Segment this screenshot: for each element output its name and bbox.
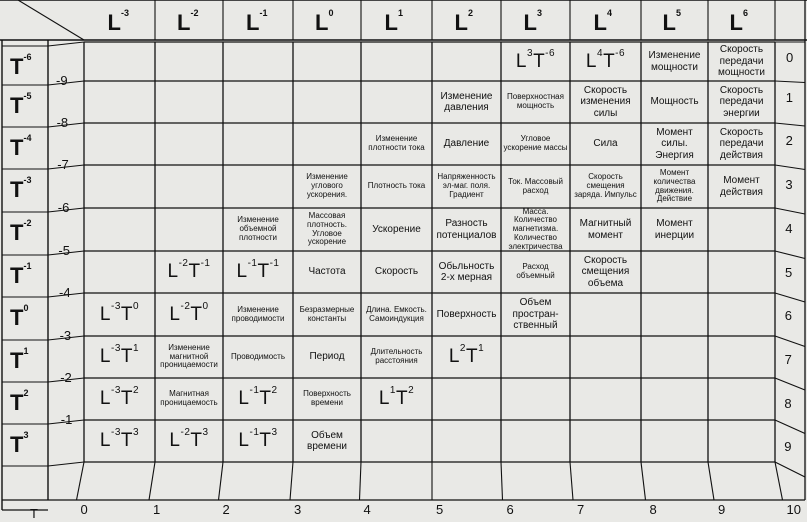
header-L-base: L bbox=[523, 10, 537, 35]
right-diag-label-2: 2 bbox=[785, 133, 793, 149]
cell-r0-c8 bbox=[641, 42, 708, 81]
right-diag-label-7: 7 bbox=[784, 352, 792, 368]
formula-exp-L: -1 bbox=[249, 427, 260, 439]
left-diag-label-6: -3 bbox=[59, 328, 72, 343]
formula bbox=[238, 427, 278, 452]
header-T-exp: -5 bbox=[23, 91, 32, 101]
right-diag-connector bbox=[775, 336, 805, 347]
formula bbox=[448, 343, 485, 368]
formula-exp-L: 3 bbox=[527, 47, 534, 59]
header-L-exp: 2 bbox=[467, 8, 473, 18]
formula-exp-L: -3 bbox=[111, 343, 121, 355]
header-L-exp: 0 bbox=[328, 8, 334, 18]
cell-r7-c5 bbox=[432, 336, 501, 378]
bottom-index-0: 0 bbox=[80, 502, 88, 517]
formula bbox=[99, 300, 140, 326]
header-L-7 bbox=[594, 10, 612, 36]
formula-base-L: L bbox=[515, 50, 527, 72]
bottom-index-4: 4 bbox=[363, 502, 371, 517]
formula bbox=[169, 300, 209, 326]
header-L-base: L bbox=[662, 10, 676, 35]
cell-r3-c4 bbox=[361, 165, 432, 208]
right-diag-connector bbox=[775, 165, 805, 170]
header-L-exp: 1 bbox=[397, 8, 403, 18]
cell-text: Безразмерные константы bbox=[299, 304, 355, 323]
cell-text: Поверхность bbox=[436, 308, 497, 320]
right-diag-connector bbox=[775, 378, 805, 390]
cell-text: Изменение плотности тока bbox=[368, 134, 425, 152]
header-T-base: T bbox=[10, 177, 24, 202]
top-header-divider bbox=[18, 0, 84, 40]
formula bbox=[99, 385, 140, 410]
bottom-index-10: 10 bbox=[786, 502, 801, 517]
cell-r1-c7 bbox=[570, 81, 641, 123]
cell-r3-c3 bbox=[293, 165, 361, 208]
header-T-base: T bbox=[10, 54, 24, 79]
cell-r7-c1 bbox=[155, 336, 223, 378]
cell-r9-c0 bbox=[84, 420, 155, 462]
cell-text: Момент силы. Энергия bbox=[655, 126, 694, 161]
header-T-8 bbox=[10, 390, 28, 416]
header-L-base: L bbox=[454, 10, 468, 35]
bottom-diag-connector bbox=[501, 462, 503, 500]
formula-base-L: L bbox=[99, 430, 111, 452]
formula-base-T: T bbox=[120, 430, 134, 452]
header-T-5 bbox=[10, 263, 31, 289]
cell-text: Напряженность эл-маг. поля. Градиент bbox=[437, 172, 496, 199]
header-T-base: T bbox=[10, 390, 24, 415]
cell-r1-c5 bbox=[432, 81, 501, 123]
cell-text: Поверхность времени bbox=[303, 389, 351, 407]
cell-text: Скорость передачи мощности bbox=[718, 44, 765, 79]
header-L-base: L bbox=[107, 10, 121, 35]
bottom-index-1: 1 bbox=[153, 502, 161, 517]
cell-r3-c5 bbox=[432, 165, 501, 208]
bottom-index-3: 3 bbox=[294, 502, 302, 517]
cell-text: Скорость смещения объема bbox=[581, 254, 630, 289]
formula-exp-L: 1 bbox=[389, 385, 396, 397]
header-L-exp: 5 bbox=[675, 8, 681, 18]
formula-exp-T: 1 bbox=[478, 343, 485, 355]
formula-base-T: T bbox=[190, 430, 203, 452]
header-T-base: T bbox=[10, 263, 24, 288]
formula bbox=[236, 258, 280, 283]
cell-text: Обьльность 2-х мерная bbox=[438, 260, 495, 283]
cell-text: Скорость передачи действия bbox=[719, 126, 764, 161]
cell-text: Сила bbox=[593, 138, 618, 150]
right-diag-connector bbox=[775, 420, 805, 434]
cell-r7-c4 bbox=[361, 336, 432, 378]
left-diag-label-0: -9 bbox=[56, 73, 68, 88]
cell-r5-c4 bbox=[361, 251, 432, 293]
bottom-diag-connector bbox=[570, 462, 573, 500]
cell-r2-c9 bbox=[708, 123, 775, 165]
cell-r6-c3 bbox=[293, 293, 361, 336]
bottom-diag-connector bbox=[641, 462, 646, 500]
cell-text: Изменение магнитной проницаемости bbox=[160, 342, 218, 370]
cell-r0-c7 bbox=[570, 42, 641, 81]
formula-exp-T: -6 bbox=[545, 47, 556, 59]
formula-exp-L: -2 bbox=[178, 258, 189, 270]
header-T-exp: -1 bbox=[23, 261, 32, 271]
header-T-4 bbox=[10, 220, 31, 246]
cell-text: Ток. Массовый расход bbox=[508, 176, 563, 195]
cell-text: Скорость передачи энергии bbox=[719, 84, 764, 119]
cell-r4-c3 bbox=[293, 208, 361, 251]
right-diag-label-5: 5 bbox=[785, 265, 793, 280]
header-T-base: T bbox=[10, 432, 24, 457]
formula-exp-L: 2 bbox=[459, 343, 466, 355]
formula-base-L: L bbox=[99, 303, 111, 325]
formula-base-T: T bbox=[120, 388, 134, 410]
formula bbox=[585, 47, 626, 73]
header-L-exp: 6 bbox=[742, 8, 748, 18]
formula-base-L: L bbox=[169, 303, 181, 325]
header-L-exp: 3 bbox=[536, 8, 542, 18]
right-diag-connector bbox=[775, 208, 805, 214]
cell-r8-c3 bbox=[293, 378, 361, 420]
left-diag-label-8: -1 bbox=[60, 412, 73, 427]
cell-text: Изменение давления bbox=[440, 90, 493, 113]
bottom-index-9: 9 bbox=[718, 502, 726, 517]
right-diag-connector bbox=[775, 123, 805, 126]
right-diag-connector bbox=[775, 293, 805, 302]
formula-exp-T: 1 bbox=[133, 343, 140, 355]
formula-base-T: T bbox=[395, 388, 409, 410]
bottom-index-8: 8 bbox=[649, 502, 657, 517]
header-T-3 bbox=[10, 177, 31, 203]
header-L-2 bbox=[246, 10, 267, 36]
left-diag-label-4: -5 bbox=[58, 243, 70, 258]
formula bbox=[378, 385, 415, 410]
formula-exp-L: -3 bbox=[111, 385, 121, 397]
cell-r9-c2 bbox=[223, 420, 293, 462]
header-L-base: L bbox=[177, 10, 191, 35]
header-L-6 bbox=[524, 10, 542, 36]
cell-r8-c1 bbox=[155, 378, 223, 420]
cell-text: Объем времени bbox=[307, 429, 347, 452]
cell-r5-c2 bbox=[223, 251, 293, 293]
bottom-index-2: 2 bbox=[222, 502, 230, 517]
cell-text: Изменение углового ускорения. bbox=[306, 172, 348, 199]
header-T-exp: -2 bbox=[23, 218, 32, 228]
cell-r7-c0 bbox=[84, 336, 155, 378]
formula-exp-L: -1 bbox=[247, 258, 258, 270]
header-L-0 bbox=[108, 10, 129, 36]
header-T-exp: -6 bbox=[23, 52, 32, 62]
bottom-diag-connector bbox=[360, 462, 362, 500]
cell-text: Момент инерции bbox=[654, 218, 695, 241]
bottom-diag-connector bbox=[775, 462, 783, 500]
formula-base-T: T bbox=[120, 303, 134, 325]
formula-base-L: L bbox=[99, 388, 111, 410]
right-diag-label-9: 9 bbox=[784, 438, 792, 454]
formula-exp-T: 2 bbox=[408, 385, 415, 397]
bottom-diag-connector bbox=[219, 462, 224, 500]
header-L-base: L bbox=[384, 10, 398, 35]
bottom-diag-connector bbox=[77, 462, 85, 500]
header-T-exp: -3 bbox=[23, 175, 32, 185]
header-T-base: T bbox=[10, 135, 24, 160]
formula-base-T: T bbox=[259, 388, 272, 410]
cell-text: Ускорение bbox=[372, 223, 421, 235]
formula bbox=[515, 47, 556, 73]
right-diag-connector bbox=[775, 251, 805, 259]
cell-r2-c4 bbox=[361, 123, 432, 165]
cell-text: Давление bbox=[443, 138, 490, 150]
formula-exp-T: 0 bbox=[133, 300, 140, 312]
header-T-exp: 3 bbox=[23, 430, 29, 440]
formula-base-L: L bbox=[169, 430, 181, 452]
formula bbox=[238, 385, 278, 410]
cell-r7-c3 bbox=[293, 336, 361, 378]
header-T-exp: 0 bbox=[23, 303, 29, 313]
formula-base-L: L bbox=[238, 430, 250, 452]
left-diag-connector bbox=[48, 42, 84, 46]
formula-base-L: L bbox=[167, 261, 179, 283]
header-L-exp: -2 bbox=[190, 8, 199, 18]
formula-base-L: L bbox=[585, 50, 597, 72]
right-diag-label-6: 6 bbox=[784, 308, 793, 324]
header-T-7 bbox=[10, 348, 28, 374]
cell-r2-c5 bbox=[432, 123, 501, 165]
cell-r6-c2 bbox=[223, 293, 293, 336]
right-diag-label-3: 3 bbox=[785, 176, 793, 192]
header-T-0 bbox=[10, 54, 31, 80]
left-diag-label-5: -4 bbox=[59, 285, 71, 300]
right-diag-label-8: 8 bbox=[784, 395, 792, 411]
header-T-base: T bbox=[10, 93, 24, 118]
header-L-base: L bbox=[246, 10, 260, 35]
cell-text: Магнитный момент bbox=[579, 218, 632, 241]
formula-exp-T: -1 bbox=[269, 258, 280, 270]
header-L-exp: 4 bbox=[606, 8, 612, 18]
left-diag-label-1: -8 bbox=[56, 115, 69, 130]
header-L-1 bbox=[177, 10, 198, 36]
right-diag-label-0: 0 bbox=[786, 50, 794, 65]
cell-r4-c8 bbox=[641, 208, 708, 251]
cell-r4-c4 bbox=[361, 208, 432, 251]
cell-r1-c8 bbox=[641, 81, 708, 123]
right-diag-label-4: 4 bbox=[785, 220, 793, 236]
cell-r0-c9 bbox=[708, 42, 775, 81]
cell-r3-c9 bbox=[708, 165, 775, 208]
left-diag-label-3: -6 bbox=[57, 200, 70, 215]
formula-base-L: L bbox=[378, 388, 390, 410]
cell-text: Изменение мощности bbox=[648, 50, 701, 73]
header-T-2 bbox=[10, 135, 31, 161]
cell-text: Плотность тока bbox=[367, 181, 426, 191]
cell-text: Скорость bbox=[374, 266, 419, 278]
cell-r5-c6 bbox=[501, 251, 570, 293]
header-T-6 bbox=[10, 305, 28, 331]
header-L-exp: -3 bbox=[120, 8, 129, 18]
cell-r1-c6 bbox=[501, 81, 570, 123]
formula-exp-L: -1 bbox=[249, 385, 260, 397]
cell-r5-c3 bbox=[293, 251, 361, 293]
cell-text: Объем простран-ственный bbox=[512, 297, 559, 332]
cell-r4-c7 bbox=[570, 208, 641, 251]
left-diag-label-7: -2 bbox=[60, 370, 72, 385]
header-T-9 bbox=[10, 432, 28, 458]
cell-text: Проводимость bbox=[231, 351, 285, 361]
bottom-diag-connector bbox=[290, 462, 293, 500]
formula bbox=[99, 427, 140, 452]
cell-r4-c2 bbox=[223, 208, 293, 251]
formula-base-T: T bbox=[257, 261, 270, 283]
cell-r6-c0 bbox=[84, 293, 155, 336]
left-diag-connector bbox=[48, 462, 84, 466]
cell-r8-c2 bbox=[223, 378, 293, 420]
formula-base-L: L bbox=[236, 261, 248, 283]
header-L-base: L bbox=[315, 10, 329, 35]
cell-r5-c5 bbox=[432, 251, 501, 293]
header-L-5 bbox=[455, 10, 473, 36]
cell-text: Момент действия bbox=[720, 175, 763, 198]
formula-exp-T: 2 bbox=[271, 385, 278, 397]
cell-r3-c6 bbox=[501, 165, 570, 208]
formula-base-L: L bbox=[448, 346, 460, 368]
cell-text: Поверхностная мощность bbox=[507, 92, 564, 110]
formula-exp-T: 3 bbox=[271, 427, 278, 439]
cell-text: Длина. Емкость. Самоиндукция bbox=[366, 304, 427, 323]
cell-r8-c4 bbox=[361, 378, 432, 420]
left-diag-label-2: -7 bbox=[57, 157, 69, 172]
formula-exp-L: -2 bbox=[180, 427, 191, 439]
formula-base-T: T bbox=[533, 50, 546, 72]
cell-text: Магнитная проницаемость bbox=[160, 389, 218, 407]
cell-text: Период bbox=[309, 351, 345, 363]
cell-r6-c1 bbox=[155, 293, 223, 336]
cell-r6-c6 bbox=[501, 293, 570, 336]
bottom-index-5: 5 bbox=[436, 502, 444, 517]
cell-r3-c8 bbox=[641, 165, 708, 208]
cell-r2-c6 bbox=[501, 123, 570, 165]
cell-r2-c8 bbox=[641, 123, 708, 165]
header-L-8 bbox=[663, 10, 681, 36]
formula-base-T: T bbox=[120, 346, 134, 368]
header-L-base: L bbox=[593, 10, 607, 35]
cell-text: Момент количества движения. Действие bbox=[653, 167, 696, 204]
header-T-exp: 2 bbox=[23, 388, 29, 398]
formula bbox=[169, 427, 209, 452]
cell-text: Частота bbox=[308, 266, 346, 278]
formula-base-L: L bbox=[99, 346, 111, 368]
cell-text: Расход объемный bbox=[516, 262, 555, 280]
cell-text: Скорость изменения силы bbox=[580, 84, 631, 119]
header-L-3 bbox=[315, 10, 333, 36]
cell-r5-c7 bbox=[570, 251, 641, 293]
header-T-base: T bbox=[10, 348, 24, 373]
formula-exp-L: -3 bbox=[111, 300, 121, 312]
cell-r5-c1 bbox=[155, 251, 223, 293]
formula-base-T: T bbox=[190, 303, 203, 325]
formula-base-L: L bbox=[238, 388, 250, 410]
cell-r6-c5 bbox=[432, 293, 501, 336]
bottom-index-6: 6 bbox=[506, 502, 514, 517]
cell-r6-c4 bbox=[361, 293, 432, 336]
cell-r1-c9 bbox=[708, 81, 775, 123]
formula-exp-L: -2 bbox=[180, 300, 191, 312]
header-L-base: L bbox=[729, 10, 743, 35]
axis-T-label: T bbox=[30, 506, 38, 521]
bottom-diag-connector bbox=[149, 462, 155, 500]
cell-text: Угловое ускорение массы bbox=[503, 134, 568, 152]
formula-exp-T: 3 bbox=[133, 427, 140, 439]
right-diag-label-1: 1 bbox=[785, 90, 794, 106]
cell-r9-c3 bbox=[293, 420, 361, 462]
formula-exp-L: -3 bbox=[111, 427, 121, 439]
header-T-exp: 1 bbox=[23, 346, 29, 356]
cell-text: Мощность bbox=[650, 96, 699, 108]
header-T-exp: -4 bbox=[23, 133, 32, 143]
cell-text: Изменение проводимости bbox=[231, 304, 285, 323]
header-L-4 bbox=[385, 10, 403, 36]
formula bbox=[167, 258, 211, 283]
formula-base-T: T bbox=[603, 50, 616, 72]
cell-text: Длительность расстояния bbox=[370, 347, 423, 365]
formula-exp-T: 2 bbox=[133, 385, 140, 397]
cell-r8-c0 bbox=[84, 378, 155, 420]
bottom-index-7: 7 bbox=[577, 502, 585, 517]
header-L-exp: -1 bbox=[259, 8, 268, 18]
formula-exp-T: -1 bbox=[200, 258, 211, 270]
formula-exp-T: 0 bbox=[202, 300, 209, 312]
cell-text: Изменение объемной плотности bbox=[237, 215, 279, 242]
formula-exp-T: 3 bbox=[202, 427, 209, 439]
header-L-9 bbox=[730, 10, 748, 36]
cell-text: Масса. Количество магнетизма. Количество электричества bbox=[508, 208, 563, 251]
cell-r3-c7 bbox=[570, 165, 641, 208]
formula-base-T: T bbox=[259, 430, 272, 452]
header-T-1 bbox=[10, 93, 31, 119]
formula-exp-T: -6 bbox=[615, 47, 626, 59]
cell-r2-c7 bbox=[570, 123, 641, 165]
bottom-diag-connector bbox=[708, 462, 714, 500]
cell-r9-c1 bbox=[155, 420, 223, 462]
formula bbox=[99, 343, 140, 368]
cell-r4-c5 bbox=[432, 208, 501, 251]
cell-text: Скорость смещения заряда. Импульс bbox=[574, 172, 637, 199]
cell-text: Массовая плотность. Угловое ускорение bbox=[307, 210, 347, 247]
cell-r4-c6 bbox=[501, 208, 570, 251]
formula-base-T: T bbox=[465, 346, 479, 368]
right-diag-connector bbox=[775, 81, 805, 83]
header-T-base: T bbox=[10, 220, 24, 245]
formula-base-T: T bbox=[188, 261, 201, 283]
formula-exp-L: 4 bbox=[597, 47, 604, 59]
header-T-base: T bbox=[10, 305, 24, 330]
right-diag-connector bbox=[775, 462, 805, 477]
cell-text: Разность потенциалов bbox=[436, 218, 497, 241]
cell-r7-c2 bbox=[223, 336, 293, 378]
cell-r0-c6 bbox=[501, 42, 570, 81]
